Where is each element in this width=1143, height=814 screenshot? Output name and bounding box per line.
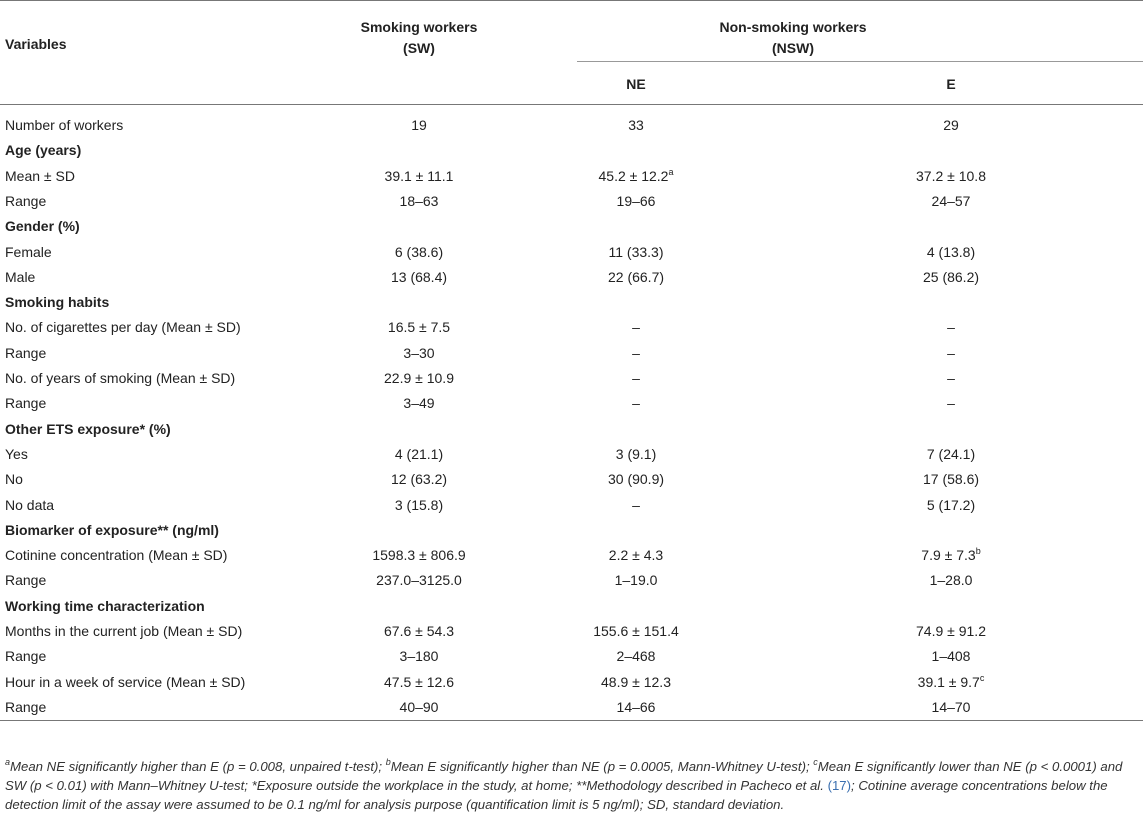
cell-e: – bbox=[947, 345, 955, 361]
cell-ne: 2.2 ± 4.3 bbox=[608, 547, 664, 563]
section-heading: Other ETS exposure* (%) bbox=[5, 421, 171, 437]
header-bottom-rule bbox=[0, 104, 1143, 105]
row-label: Number of workers bbox=[5, 117, 124, 133]
section-heading: Age (years) bbox=[5, 142, 82, 158]
cell-sw: 4 (21.1) bbox=[394, 446, 444, 462]
cell-e: 14–70 bbox=[931, 699, 971, 715]
row-label: Hour in a week of service (Mean ± SD) bbox=[5, 674, 246, 690]
cell-e: – bbox=[947, 395, 955, 411]
cell-ne: – bbox=[632, 370, 640, 386]
cell-ne: 22 (66.7) bbox=[607, 269, 665, 285]
cell-ne: 19–66 bbox=[616, 193, 656, 209]
row-label: Cotinine concentration (Mean ± SD) bbox=[5, 547, 228, 563]
header-ne: NE bbox=[626, 76, 646, 92]
cell-ne: – bbox=[632, 345, 640, 361]
cell-e: 39.1 ± 9.7$^c$ bbox=[917, 673, 985, 690]
cell-ne: – bbox=[632, 395, 640, 411]
cell-e: 1–408 bbox=[931, 648, 971, 664]
cell-sw: 39.1 ± 11.1 bbox=[384, 168, 454, 184]
header-group-rule bbox=[577, 61, 1143, 62]
cell-sw: 1598.3 ± 806.9 bbox=[372, 547, 466, 563]
row-label: Male bbox=[5, 269, 36, 285]
cell-ne: 30 (90.9) bbox=[607, 471, 665, 487]
cell-ne: 14–66 bbox=[616, 699, 656, 715]
row-label: No bbox=[5, 471, 23, 487]
row-label: Yes bbox=[5, 446, 28, 462]
footnote-marker: a bbox=[668, 167, 674, 177]
cell-e: 7.9 ± 7.3$^b$ bbox=[921, 546, 981, 563]
footnote-marker: b bbox=[975, 546, 981, 556]
cell-sw: 3 (15.8) bbox=[394, 497, 444, 513]
cell-sw: 18–63 bbox=[399, 193, 439, 209]
section-heading: Biomarker of exposure** (ng/ml) bbox=[5, 522, 219, 538]
cell-e: 1–28.0 bbox=[929, 572, 973, 588]
footnote-marker: c bbox=[979, 673, 985, 683]
header-non-smoking-workers: Non-smoking workers (NSW) bbox=[719, 19, 867, 56]
row-label: Female bbox=[5, 244, 52, 260]
cell-ne: – bbox=[632, 497, 640, 513]
cell-ne: 11 (33.3) bbox=[608, 244, 664, 260]
cell-e: 17 (58.6) bbox=[922, 471, 980, 487]
header-variables: Variables bbox=[5, 36, 67, 52]
cell-e: 37.2 ± 10.8 bbox=[916, 168, 986, 184]
cell-sw: 22.9 ± 10.9 bbox=[384, 370, 454, 386]
header-smoking-workers: Smoking workers (SW) bbox=[360, 19, 478, 56]
section-heading: Working time characterization bbox=[5, 598, 205, 614]
row-label: Mean ± SD bbox=[5, 168, 75, 184]
cell-ne: – bbox=[632, 319, 640, 335]
row-label: Range bbox=[5, 395, 47, 411]
cell-sw: 6 (38.6) bbox=[394, 244, 444, 260]
table-footnote: $^a$Mean NE significantly higher than E (p = 0.008, unpaired t-test); $^b$Mean E significantly higher than NE (p = 0.0005, Mann-Whitney U-test); $^c$Mean E significantly lower than NE (p < 0.0001) and SW (p < 0.01) with Mann–Whitney U-test; *Exposure outside the workplace in the study, at home; **Methodology described in Pacheco et al. (17); Cotinine average concentrations below the detection limit of the assay were assumed to be 0.1 ng/ml for analysis purpose (quantification limit is 5 ng/ml); SD, standard deviation. bbox=[5, 757, 1123, 812]
cell-ne: 1–19.0 bbox=[614, 572, 658, 588]
cell-sw: 12 (63.2) bbox=[390, 471, 448, 487]
section-heading: Gender (%) bbox=[5, 218, 80, 234]
cell-e: 4 (13.8) bbox=[926, 244, 976, 260]
cell-ne: 45.2 ± 12.2$^a$ bbox=[598, 167, 674, 184]
cell-e: 24–57 bbox=[931, 193, 971, 209]
cell-ne: 48.9 ± 12.3 bbox=[601, 674, 671, 690]
citation-link[interactable]: (17) bbox=[827, 778, 852, 793]
cell-sw: 237.0–3125.0 bbox=[376, 572, 462, 588]
cell-sw: 67.6 ± 54.3 bbox=[384, 623, 454, 639]
row-label: Range bbox=[5, 572, 47, 588]
cell-sw: 3–30 bbox=[403, 345, 435, 361]
cell-sw: 13 (68.4) bbox=[390, 269, 448, 285]
row-label: No. of cigarettes per day (Mean ± SD) bbox=[5, 319, 241, 335]
cell-e: 74.9 ± 91.2 bbox=[916, 623, 986, 639]
cell-ne: 155.6 ± 151.4 bbox=[593, 623, 679, 639]
cell-ne: 2–468 bbox=[616, 648, 656, 664]
row-label: No data bbox=[5, 497, 55, 513]
cell-e: 25 (86.2) bbox=[922, 269, 980, 285]
cell-e: 5 (17.2) bbox=[926, 497, 976, 513]
row-label: Months in the current job (Mean ± SD) bbox=[5, 623, 243, 639]
table-bottom-rule bbox=[0, 720, 1143, 721]
cell-sw: 3–49 bbox=[403, 395, 435, 411]
cell-sw: 40–90 bbox=[399, 699, 439, 715]
header-e: E bbox=[946, 76, 956, 92]
row-label: Range bbox=[5, 345, 47, 361]
cell-e: – bbox=[947, 319, 955, 335]
cell-e: – bbox=[947, 370, 955, 386]
row-label: Range bbox=[5, 648, 47, 664]
row-label: Range bbox=[5, 699, 47, 715]
cell-ne: 33 bbox=[628, 117, 644, 133]
cell-e: 7 (24.1) bbox=[926, 446, 976, 462]
row-label: No. of years of smoking (Mean ± SD) bbox=[5, 370, 236, 386]
cell-sw: 47.5 ± 12.6 bbox=[384, 674, 454, 690]
cell-sw: 19 bbox=[411, 117, 427, 133]
cell-e: 29 bbox=[943, 117, 959, 133]
section-heading: Smoking habits bbox=[5, 294, 110, 310]
table-top-rule bbox=[0, 0, 1143, 1]
cell-sw: 3–180 bbox=[399, 648, 439, 664]
row-label: Range bbox=[5, 193, 47, 209]
cell-ne: 3 (9.1) bbox=[615, 446, 657, 462]
cell-sw: 16.5 ± 7.5 bbox=[387, 319, 451, 335]
